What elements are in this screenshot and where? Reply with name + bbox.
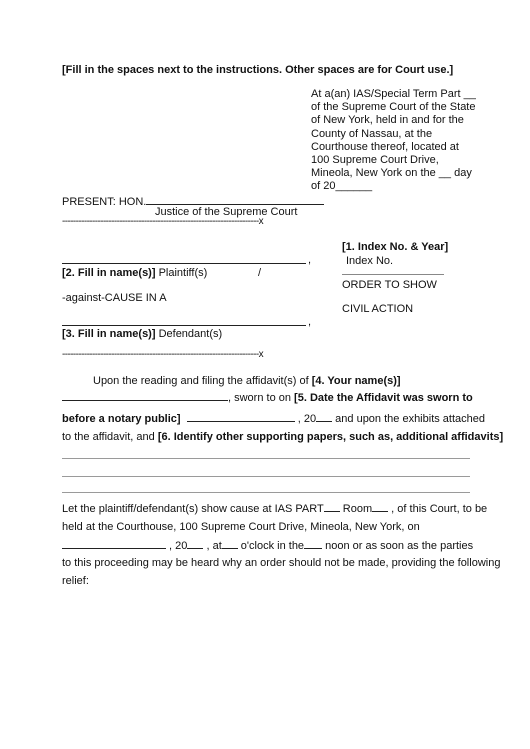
hearing-time-field[interactable]	[222, 538, 238, 549]
year-prefix: , 20	[294, 413, 317, 425]
civil-action: CIVIL ACTION	[342, 303, 414, 315]
affidavit-and-text: to the affidavit, and	[62, 431, 158, 443]
sworn-date-instruction: [5. Date the Affidavit was sworn to	[294, 392, 473, 404]
plaintiff-slash: /	[258, 267, 262, 279]
relief-label: relief:	[62, 575, 89, 587]
hearing-date-field[interactable]	[62, 538, 166, 549]
defendant-name-field[interactable]	[62, 315, 306, 326]
plaintiff-instruction: [2. Fill in name(s)]	[62, 267, 156, 279]
affidavit-intro: Upon the reading and filing the affidavit(s) of	[93, 375, 312, 387]
caption-divider-bottom: ------------------------------------------------------------------------x	[62, 349, 263, 360]
court-block	[311, 88, 481, 194]
at-label: , at	[203, 540, 222, 552]
present-label: PRESENT: HON.	[62, 196, 147, 208]
body-line-2	[62, 390, 473, 404]
body-line-7	[62, 538, 473, 552]
court-line: Mineola, New York on the __ day	[311, 167, 472, 180]
notary-instruction: before a notary public]	[62, 413, 181, 425]
sworn-date-field[interactable]	[187, 411, 295, 422]
index-label: Index No.	[346, 255, 394, 267]
hearing-year-field[interactable]	[187, 538, 203, 549]
noon-text: noon or as soon as the parties	[322, 540, 474, 552]
plaintiff-comma: ,	[308, 254, 312, 266]
body-line-6: held at the Courthouse, 100 Supreme Court Drive, Mineola, New York, on	[62, 521, 420, 533]
supporting-papers-field[interactable]	[62, 458, 470, 459]
plaintiff-name-field[interactable]	[62, 253, 306, 264]
supporting-papers-instruction: [6. Identify other supporting papers, such as, additional affidavits]	[157, 431, 504, 443]
sworn-to-text: , sworn to on	[228, 392, 295, 404]
oclock-text: o'clock in the	[237, 540, 305, 552]
defendant-comma: ,	[308, 316, 312, 328]
court-line: 100 Supreme Court Drive,	[311, 154, 439, 167]
defendant-instruction: [3. Fill in name(s)]	[62, 328, 156, 340]
supporting-papers-field[interactable]	[62, 476, 470, 477]
affiant-name-field[interactable]	[62, 390, 228, 401]
judge-name-field[interactable]	[146, 194, 324, 205]
room-label: Room	[339, 503, 373, 515]
court-line: Courthouse thereof, located at	[311, 140, 459, 153]
order-title: ORDER TO SHOW	[342, 279, 437, 291]
body-line-8: to this proceeding may be heard why an order should not be made, providing the following	[62, 557, 501, 569]
body-line-3	[62, 411, 485, 425]
against-label: -against-CAUSE IN A	[62, 292, 167, 304]
court-line: of the Supreme Court of the State	[311, 101, 476, 114]
supporting-papers-field[interactable]	[62, 492, 470, 493]
plaintiff-label: Plaintiff(s)	[155, 267, 208, 279]
index-instruction: [1. Index No. & Year]	[342, 241, 449, 253]
part-field[interactable]	[324, 501, 340, 512]
index-number-field[interactable]	[342, 264, 444, 275]
court-line: of 20______	[311, 180, 373, 193]
body-line-5	[62, 501, 487, 515]
justice-title: Justice of the Supreme Court	[155, 206, 298, 218]
court-line: of New York, held in and for the	[311, 114, 464, 127]
of-this-court-text: , of this Court, to be	[388, 503, 488, 515]
sworn-year-field[interactable]	[316, 411, 332, 422]
room-field[interactable]	[372, 501, 388, 512]
exhibits-text: and upon the exhibits attached	[332, 413, 486, 425]
caption-divider-top: ------------------------------------------------------------------------x	[62, 216, 263, 227]
your-name-instruction: [4. Your name(s)]	[311, 375, 401, 387]
plaintiff-row	[62, 267, 207, 279]
hearing-year-prefix: , 20	[166, 540, 188, 552]
body-line-1	[93, 375, 401, 387]
court-line: At a(an) IAS/Special Term Part __	[311, 88, 476, 100]
defendant-row	[62, 328, 222, 340]
court-line: County of Nassau, at the	[311, 127, 433, 140]
show-cause-text: Let the plaintiff/defendant(s) show cause at IAS PART	[62, 503, 324, 515]
before-after-field[interactable]	[304, 538, 322, 549]
header-instruction: [Fill in the spaces next to the instructions. Other spaces are for Court use.]	[62, 64, 454, 76]
body-line-4	[62, 431, 503, 443]
defendant-label: Defendant(s)	[155, 328, 223, 340]
